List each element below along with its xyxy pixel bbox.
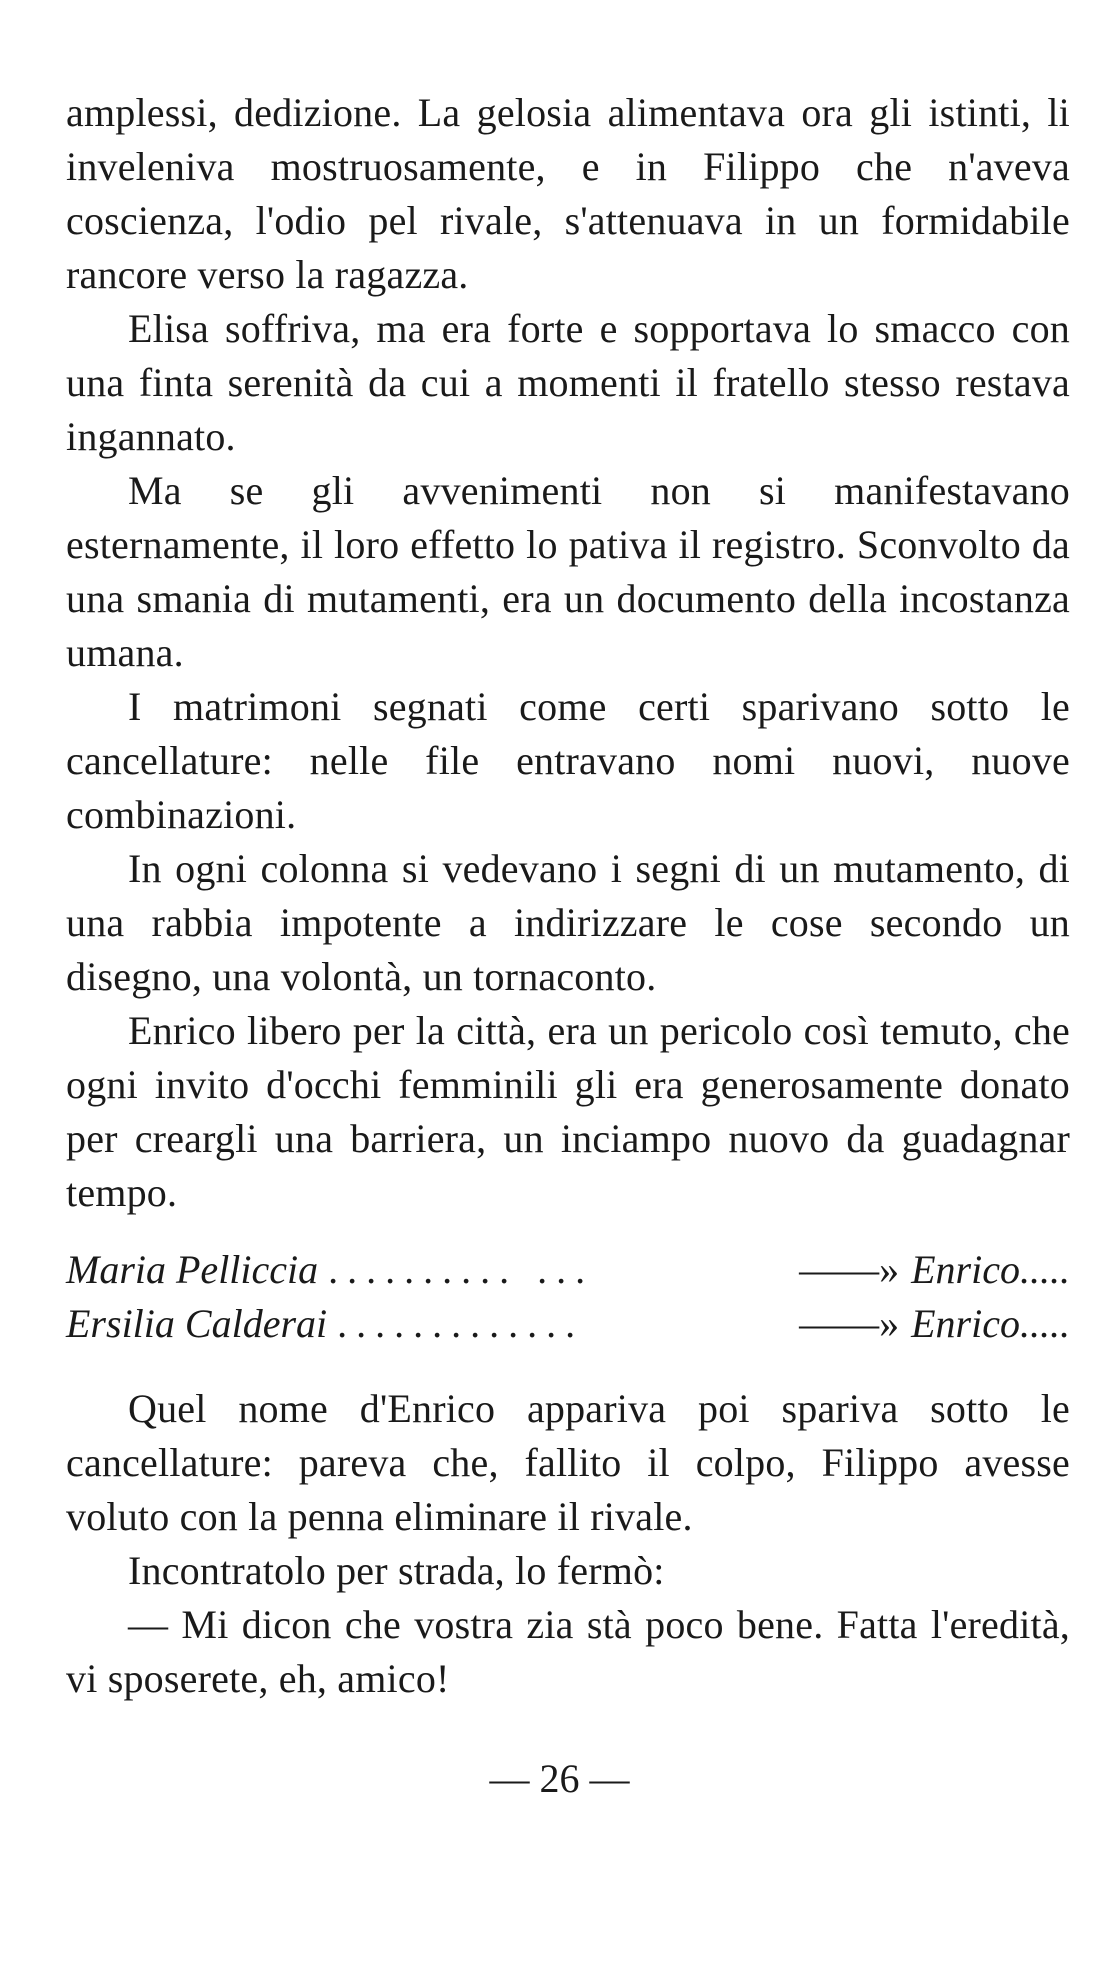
register-name: Maria Pelliccia [66, 1247, 319, 1292]
body-text-top [66, 86, 1070, 1220]
register-row [66, 1297, 1070, 1351]
register-match: Enrico..... [911, 1247, 1070, 1292]
register-match: Enrico..... [911, 1301, 1070, 1346]
register-name: Ersilia Calderai [66, 1301, 328, 1346]
arrow-mark: ——» [799, 1301, 900, 1346]
arrow-mark: ——» [799, 1247, 900, 1292]
register-entries [66, 1243, 1070, 1351]
paragraph: Quel nome d'Enrico appariva poi spariva sotto le cancellature: pareva che, fallito il colpo, Filippo avesse voluto con la penna eliminare il rivale. [66, 1386, 1070, 1539]
paragraph: Incontratolo per strada, lo fermò: [128, 1548, 665, 1593]
paragraph: I matrimoni segnati come certi sparivano sotto le cancellature: nelle file entravano nomi nuovi, nuove combinazioni. [66, 684, 1070, 837]
paragraph: In ogni colonna si vedevano i segni di un mutamento, di una rabbia impotente a indirizzare le cose secondo un disegno, una volontà, un tornaconto. [66, 846, 1070, 999]
paragraph: Elisa soffriva, ma era forte e sopportava lo smacco con una finta serenità da cui a momenti il fratello stesso restava ingannato. [66, 306, 1070, 459]
body-text-bottom [66, 1382, 1070, 1706]
leader-dots: .......... ... [328, 1247, 595, 1292]
paragraph: — Mi dicon che vostra zia stà poco bene. Fatta l'eredità, vi sposerete, eh, amico! [66, 1602, 1070, 1701]
paragraph: amplessi, dedizione. La gelosia alimentava ora gli istinti, li inveleniva mostruosamente, e in Filippo che n'aveva coscienza, l'odio pel rivale, s'attenuava in un formidabile rancore verso la ragazza. [66, 90, 1070, 297]
paragraph: Ma se gli avvenimenti non si manifestavano esternamente, il loro effetto lo pativa il registro. Sconvolto da una smania di mutamenti, era un documento della incostanza umana. [66, 468, 1070, 675]
leader-dots: ............. [337, 1301, 585, 1346]
page-number: — 26 — [489, 1756, 630, 1801]
paragraph: Enrico libero per la città, era un pericolo così temuto, che ogni invito d'occhi femminili gli era generosamente donato per creargli una barriera, un inciampo nuovo da guadagnar tempo. [66, 1008, 1070, 1215]
register-row [66, 1243, 1070, 1297]
